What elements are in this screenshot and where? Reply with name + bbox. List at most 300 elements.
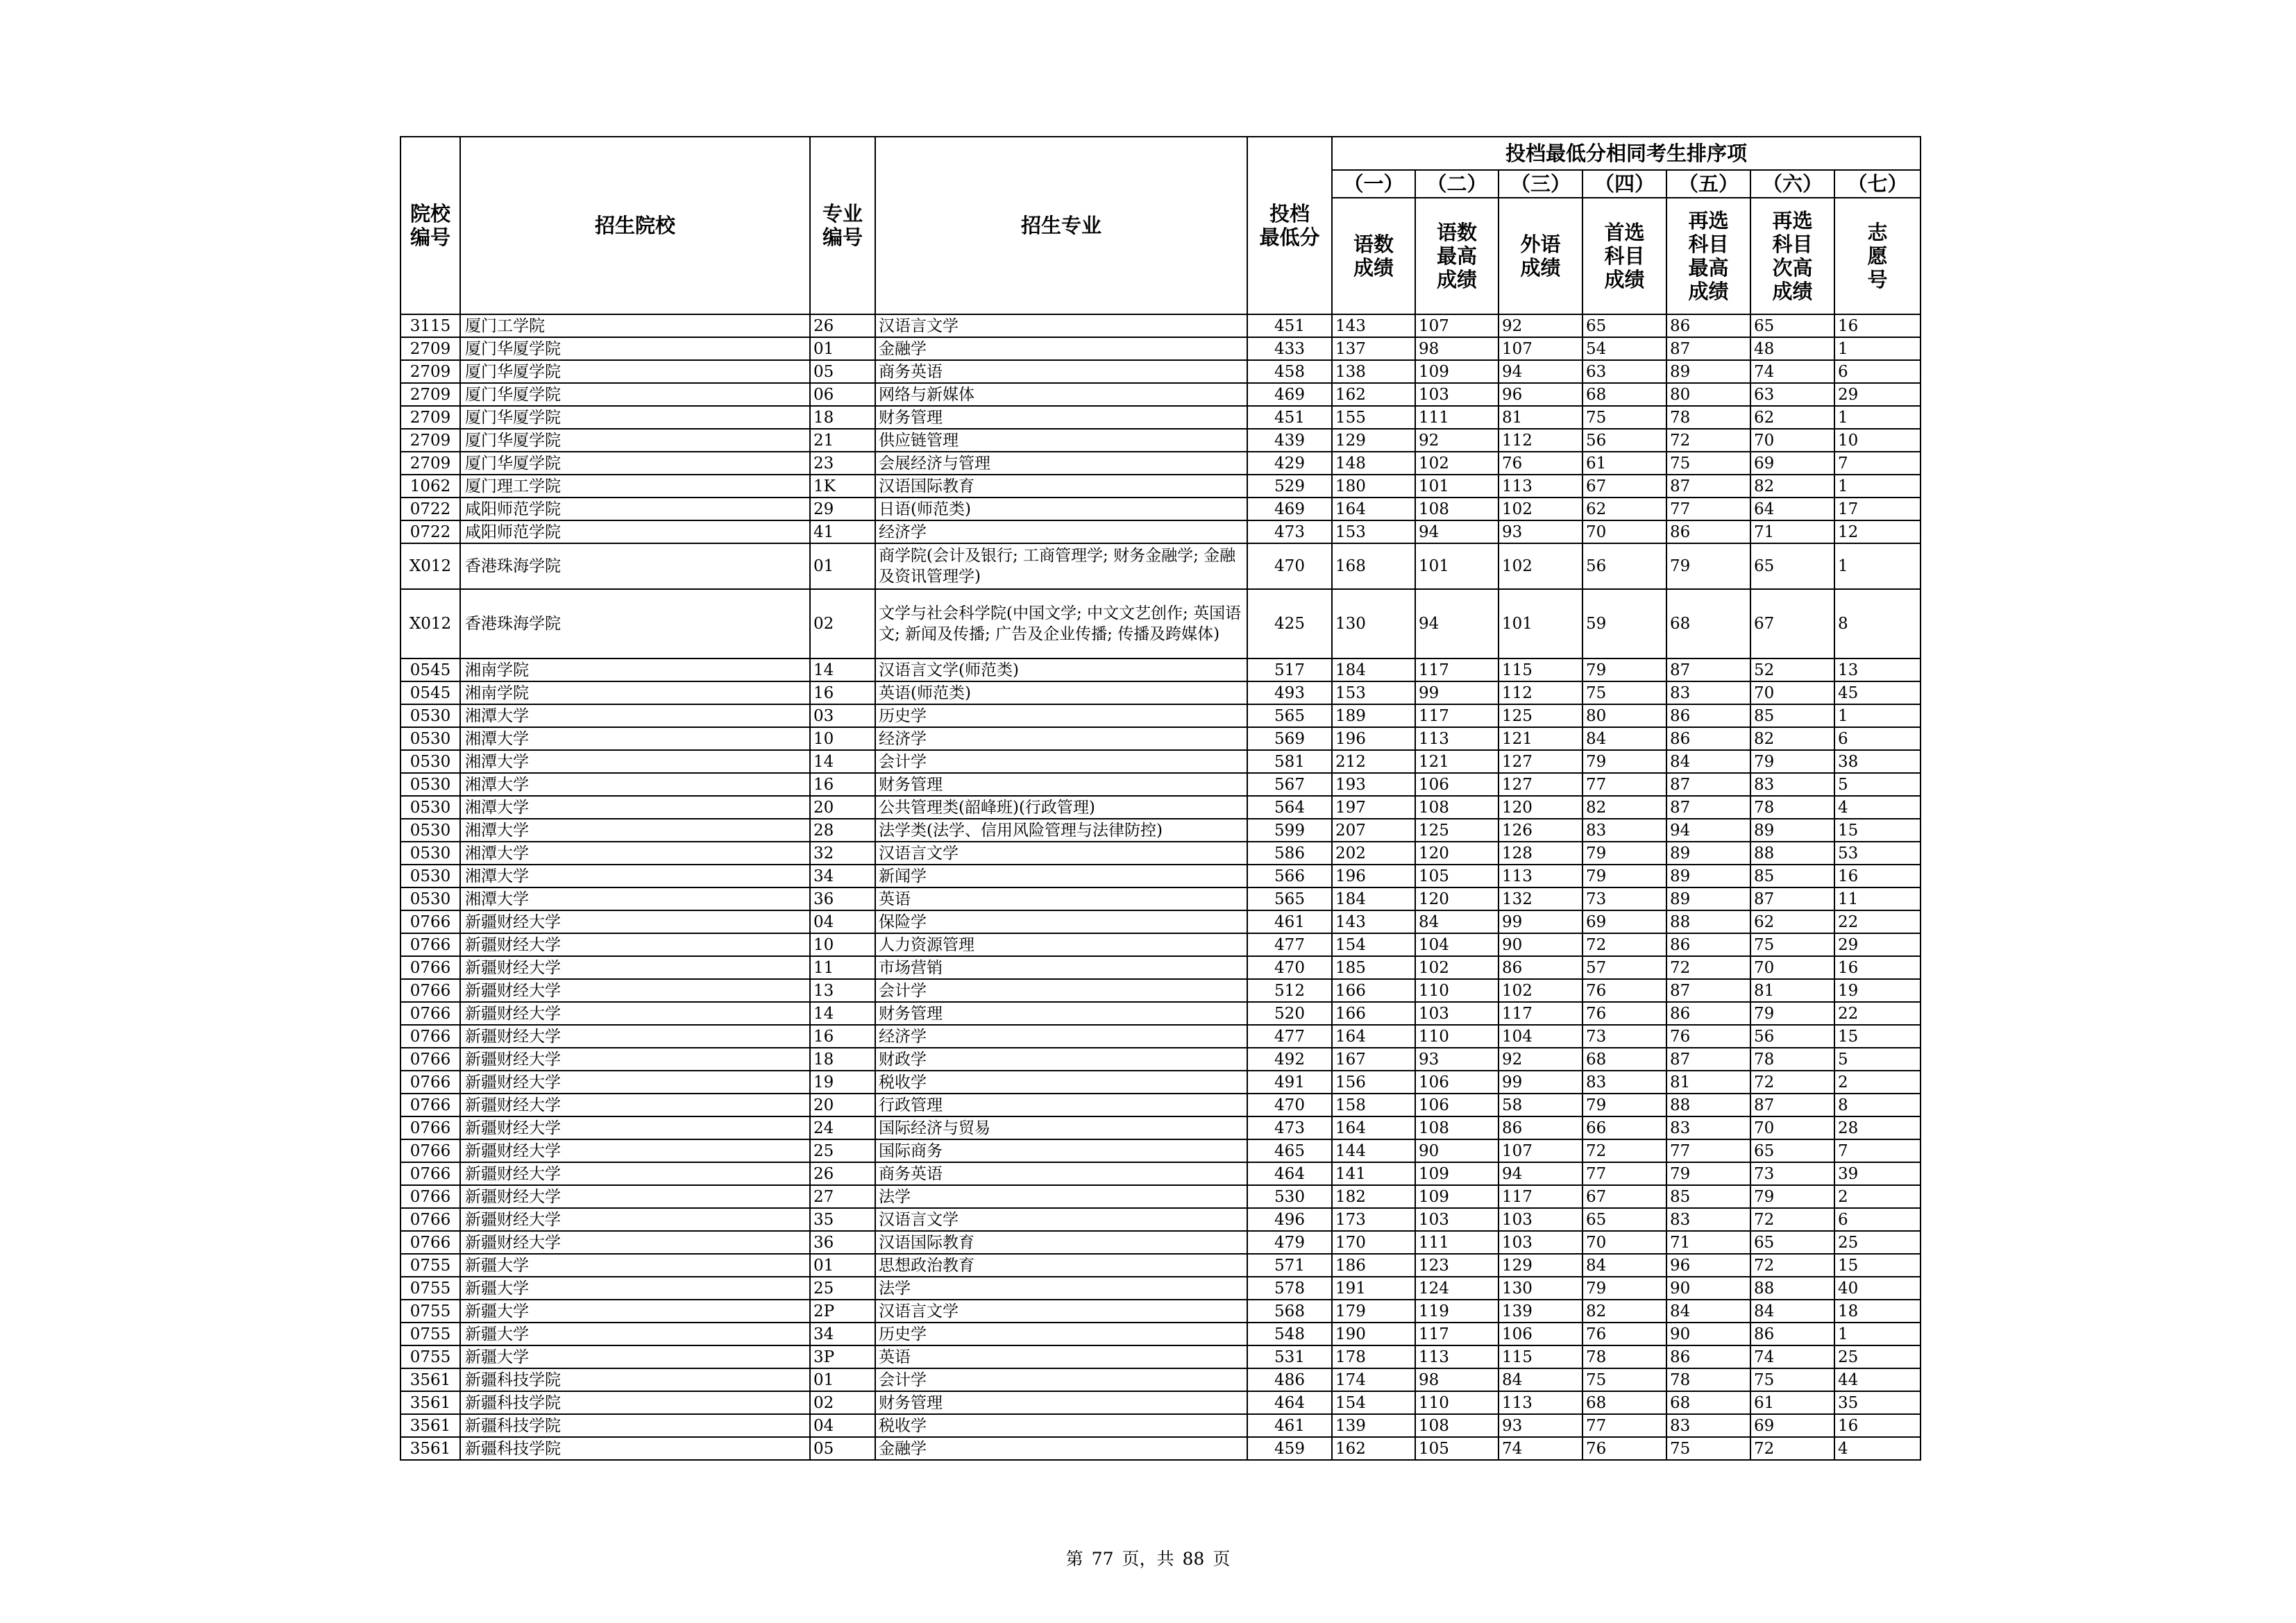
rank-value-cell-1: 193 — [1332, 773, 1415, 796]
table-row — [400, 1414, 1921, 1437]
min-score-cell: 459 — [1247, 1437, 1332, 1460]
school-name-cell: 新疆财经大学 — [460, 1094, 810, 1116]
school-code-cell: 0755 — [400, 1254, 460, 1277]
rank-value-cell-6: 69 — [1750, 1414, 1834, 1437]
rank-value-cell-1: 154 — [1332, 1391, 1415, 1414]
rank-value-cell-4: 79 — [1582, 750, 1666, 773]
table-row — [400, 704, 1921, 727]
rank-value-cell-5: 90 — [1666, 1277, 1750, 1300]
major-code-cell: 01 — [810, 1368, 875, 1391]
min-score-cell: 473 — [1247, 1116, 1332, 1139]
rank-value-cell-5: 78 — [1666, 406, 1750, 429]
major-code-cell: 36 — [810, 1231, 875, 1254]
rank-value-cell-5: 78 — [1666, 1368, 1750, 1391]
rank-value-cell-7: 25 — [1834, 1345, 1921, 1368]
school-name-cell: 厦门工学院 — [460, 314, 810, 337]
rank-value-cell-6: 61 — [1750, 1391, 1834, 1414]
table-row — [400, 727, 1921, 750]
school-name-cell: 新疆科技学院 — [460, 1414, 810, 1437]
major-name-cell: 财政学 — [875, 1048, 1247, 1071]
table-body — [400, 314, 1921, 1460]
rank-value-cell-6: 72 — [1750, 1071, 1834, 1094]
rank-value-cell-2: 93 — [1415, 1048, 1499, 1071]
school-code-cell: 2709 — [400, 383, 460, 406]
rank-value-cell-7: 16 — [1834, 1414, 1921, 1437]
rank-value-cell-7: 4 — [1834, 796, 1921, 819]
major-name-cell: 商学院(会计及银行; 工商管理学; 财务金融学; 金融及资讯管理学) — [875, 543, 1247, 589]
major-name-cell: 法学类(法学、信用风险管理与法律防控) — [875, 819, 1247, 842]
rank-value-cell-6: 72 — [1750, 1254, 1834, 1277]
header-rank-num-3: （三） — [1499, 170, 1582, 198]
rank-value-cell-6: 84 — [1750, 1300, 1834, 1323]
min-score-cell: 531 — [1247, 1345, 1332, 1368]
rank-value-cell-4: 62 — [1582, 498, 1666, 520]
rank-value-cell-1: 182 — [1332, 1185, 1415, 1208]
rank-value-cell-1: 153 — [1332, 681, 1415, 704]
rank-value-cell-7: 15 — [1834, 819, 1921, 842]
school-name-cell: 新疆财经大学 — [460, 910, 810, 933]
major-code-cell: 03 — [810, 704, 875, 727]
table-row — [400, 1231, 1921, 1254]
rank-value-cell-2: 94 — [1415, 520, 1499, 543]
rank-value-cell-4: 78 — [1582, 1345, 1666, 1368]
major-code-cell: 29 — [810, 498, 875, 520]
table-row — [400, 1277, 1921, 1300]
rank-value-cell-4: 75 — [1582, 681, 1666, 704]
rank-value-cell-6: 69 — [1750, 452, 1834, 475]
min-score-cell: 469 — [1247, 498, 1332, 520]
rank-value-cell-1: 166 — [1332, 979, 1415, 1002]
school-name-cell: 新疆科技学院 — [460, 1368, 810, 1391]
school-name-cell: 新疆财经大学 — [460, 1208, 810, 1231]
rank-value-cell-3: 115 — [1499, 1345, 1582, 1368]
table-row — [400, 750, 1921, 773]
rank-value-cell-3: 96 — [1499, 383, 1582, 406]
major-code-cell: 1K — [810, 475, 875, 498]
header-rank-num-6: （六） — [1750, 170, 1834, 198]
table-row — [400, 887, 1921, 910]
min-score-cell: 470 — [1247, 956, 1332, 979]
major-code-cell: 20 — [810, 796, 875, 819]
rank-value-cell-1: 185 — [1332, 956, 1415, 979]
school-name-cell: 新疆大学 — [460, 1345, 810, 1368]
rank-value-cell-3: 128 — [1499, 842, 1582, 865]
rank-value-cell-5: 87 — [1666, 773, 1750, 796]
rank-value-cell-3: 139 — [1499, 1300, 1582, 1323]
min-score-cell: 565 — [1247, 704, 1332, 727]
rank-value-cell-4: 77 — [1582, 773, 1666, 796]
rank-value-cell-4: 76 — [1582, 979, 1666, 1002]
rank-value-cell-2: 104 — [1415, 933, 1499, 956]
rank-value-cell-5: 89 — [1666, 865, 1750, 887]
min-score-cell: 568 — [1247, 1300, 1332, 1323]
rank-value-cell-5: 87 — [1666, 796, 1750, 819]
rank-value-cell-4: 65 — [1582, 1208, 1666, 1231]
school-code-cell: 3561 — [400, 1368, 460, 1391]
footer-page-number: 77 — [1091, 1549, 1114, 1569]
min-score-cell: 429 — [1247, 452, 1332, 475]
min-score-cell: 520 — [1247, 1002, 1332, 1025]
school-name-cell: 新疆财经大学 — [460, 1162, 810, 1185]
table-row — [400, 1139, 1921, 1162]
rank-value-cell-7: 39 — [1834, 1162, 1921, 1185]
rank-value-cell-4: 68 — [1582, 383, 1666, 406]
rank-value-cell-4: 69 — [1582, 910, 1666, 933]
header-rank-label-7: 志 愿 号 — [1834, 198, 1921, 314]
rank-value-cell-6: 72 — [1750, 1437, 1834, 1460]
rank-value-cell-6: 48 — [1750, 337, 1834, 360]
rank-value-cell-3: 107 — [1499, 1139, 1582, 1162]
table-row — [400, 429, 1921, 452]
school-code-cell: 0766 — [400, 1185, 460, 1208]
major-name-cell: 财务管理 — [875, 773, 1247, 796]
rank-value-cell-1: 197 — [1332, 796, 1415, 819]
rank-value-cell-2: 103 — [1415, 1208, 1499, 1231]
min-score-cell: 461 — [1247, 1414, 1332, 1437]
rank-value-cell-1: 162 — [1332, 1437, 1415, 1460]
rank-value-cell-2: 110 — [1415, 1391, 1499, 1414]
rank-value-cell-1: 180 — [1332, 475, 1415, 498]
header-rank-num-1: （一） — [1332, 170, 1415, 198]
table-row — [400, 1323, 1921, 1345]
school-name-cell: 湘潭大学 — [460, 796, 810, 819]
table-row — [400, 1437, 1921, 1460]
rank-value-cell-5: 75 — [1666, 1437, 1750, 1460]
major-code-cell: 11 — [810, 956, 875, 979]
major-name-cell: 国际商务 — [875, 1139, 1247, 1162]
school-name-cell: 新疆财经大学 — [460, 1139, 810, 1162]
rank-value-cell-3: 132 — [1499, 887, 1582, 910]
table-row — [400, 796, 1921, 819]
rank-value-cell-1: 207 — [1332, 819, 1415, 842]
rank-value-cell-4: 79 — [1582, 1277, 1666, 1300]
school-name-cell: 湘南学院 — [460, 658, 810, 681]
rank-value-cell-2: 109 — [1415, 1162, 1499, 1185]
min-score-cell: 530 — [1247, 1185, 1332, 1208]
major-code-cell: 06 — [810, 383, 875, 406]
rank-value-cell-6: 75 — [1750, 933, 1834, 956]
school-code-cell: 0755 — [400, 1277, 460, 1300]
school-code-cell: 0766 — [400, 1208, 460, 1231]
table-row — [400, 1071, 1921, 1094]
header-school-code: 院校 编号 — [400, 137, 460, 314]
rank-value-cell-1: 170 — [1332, 1231, 1415, 1254]
major-name-cell: 市场营销 — [875, 956, 1247, 979]
major-code-cell: 26 — [810, 314, 875, 337]
table-row — [400, 475, 1921, 498]
rank-value-cell-6: 89 — [1750, 819, 1834, 842]
school-name-cell: 新疆大学 — [460, 1254, 810, 1277]
table-row — [400, 1094, 1921, 1116]
major-name-cell: 汉语言文学(师范类) — [875, 658, 1247, 681]
rank-value-cell-5: 68 — [1666, 589, 1750, 658]
rank-value-cell-4: 75 — [1582, 406, 1666, 429]
rank-value-cell-5: 86 — [1666, 933, 1750, 956]
rank-value-cell-5: 81 — [1666, 1071, 1750, 1094]
min-score-cell: 566 — [1247, 865, 1332, 887]
school-name-cell: 厦门华厦学院 — [460, 360, 810, 383]
rank-value-cell-3: 120 — [1499, 796, 1582, 819]
rank-value-cell-2: 101 — [1415, 475, 1499, 498]
min-score-cell: 578 — [1247, 1277, 1332, 1300]
major-code-cell: 04 — [810, 910, 875, 933]
rank-value-cell-3: 112 — [1499, 429, 1582, 452]
table-row — [400, 658, 1921, 681]
rank-value-cell-2: 110 — [1415, 1025, 1499, 1048]
min-score-cell: 433 — [1247, 337, 1332, 360]
rank-value-cell-4: 72 — [1582, 1139, 1666, 1162]
rank-value-cell-6: 74 — [1750, 360, 1834, 383]
school-name-cell: 厦门理工学院 — [460, 475, 810, 498]
school-code-cell: 0722 — [400, 520, 460, 543]
major-code-cell: 35 — [810, 1208, 875, 1231]
major-name-cell: 历史学 — [875, 1323, 1247, 1345]
major-code-cell: 24 — [810, 1116, 875, 1139]
min-score-cell: 565 — [1247, 887, 1332, 910]
rank-value-cell-1: 178 — [1332, 1345, 1415, 1368]
major-code-cell: 34 — [810, 865, 875, 887]
major-name-cell: 英语 — [875, 887, 1247, 910]
rank-value-cell-7: 1 — [1834, 704, 1921, 727]
school-code-cell: 0530 — [400, 727, 460, 750]
rank-value-cell-3: 102 — [1499, 498, 1582, 520]
school-code-cell: 2709 — [400, 452, 460, 475]
major-name-cell: 汉语言文学 — [875, 314, 1247, 337]
rank-value-cell-3: 99 — [1499, 910, 1582, 933]
header-major-code: 专业 编号 — [810, 137, 875, 314]
rank-value-cell-7: 1 — [1834, 337, 1921, 360]
school-name-cell: 新疆财经大学 — [460, 933, 810, 956]
major-code-cell: 26 — [810, 1162, 875, 1185]
page-footer — [0, 1545, 2296, 1570]
rank-value-cell-5: 83 — [1666, 681, 1750, 704]
rank-value-cell-7: 38 — [1834, 750, 1921, 773]
min-score-cell: 569 — [1247, 727, 1332, 750]
table-row — [400, 819, 1921, 842]
rank-value-cell-5: 86 — [1666, 1002, 1750, 1025]
rank-value-cell-3: 92 — [1499, 314, 1582, 337]
major-code-cell: 20 — [810, 1094, 875, 1116]
rank-value-cell-1: 168 — [1332, 543, 1415, 589]
rank-value-cell-7: 1 — [1834, 406, 1921, 429]
table-row — [400, 1208, 1921, 1231]
rank-value-cell-6: 65 — [1750, 543, 1834, 589]
admission-score-table — [400, 136, 1921, 1461]
rank-value-cell-3: 127 — [1499, 773, 1582, 796]
rank-value-cell-6: 62 — [1750, 910, 1834, 933]
major-name-cell: 经济学 — [875, 1025, 1247, 1048]
rank-value-cell-7: 2 — [1834, 1185, 1921, 1208]
school-name-cell: 厦门华厦学院 — [460, 429, 810, 452]
min-score-cell: 470 — [1247, 543, 1332, 589]
table-row — [400, 773, 1921, 796]
rank-value-cell-2: 99 — [1415, 681, 1499, 704]
min-score-cell: 451 — [1247, 406, 1332, 429]
rank-value-cell-6: 70 — [1750, 681, 1834, 704]
rank-value-cell-4: 79 — [1582, 658, 1666, 681]
rank-value-cell-7: 7 — [1834, 1139, 1921, 1162]
table-row — [400, 1002, 1921, 1025]
rank-value-cell-3: 99 — [1499, 1071, 1582, 1094]
min-score-cell: 567 — [1247, 773, 1332, 796]
rank-value-cell-1: 162 — [1332, 383, 1415, 406]
school-code-cell: 0766 — [400, 910, 460, 933]
header-min-score: 投档 最低分 — [1247, 137, 1332, 314]
school-code-cell: 0766 — [400, 1071, 460, 1094]
rank-value-cell-5: 84 — [1666, 750, 1750, 773]
rank-value-cell-6: 85 — [1750, 865, 1834, 887]
rank-value-cell-1: 186 — [1332, 1254, 1415, 1277]
table-row — [400, 1345, 1921, 1368]
header-ranking-group: 投档最低分相同考生排序项 — [1332, 137, 1921, 170]
footer-prefix: 第 — [1065, 1549, 1083, 1569]
rank-value-cell-2: 111 — [1415, 1231, 1499, 1254]
min-score-cell: 470 — [1247, 1094, 1332, 1116]
rank-value-cell-2: 123 — [1415, 1254, 1499, 1277]
rank-value-cell-1: 189 — [1332, 704, 1415, 727]
rank-value-cell-3: 115 — [1499, 658, 1582, 681]
rank-value-cell-6: 73 — [1750, 1162, 1834, 1185]
school-name-cell: 湘潭大学 — [460, 727, 810, 750]
min-score-cell: 479 — [1247, 1231, 1332, 1254]
school-code-cell: X012 — [400, 543, 460, 589]
major-code-cell: 36 — [810, 887, 875, 910]
table-row — [400, 1025, 1921, 1048]
rank-value-cell-5: 79 — [1666, 543, 1750, 589]
rank-value-cell-5: 89 — [1666, 360, 1750, 383]
rank-value-cell-4: 56 — [1582, 429, 1666, 452]
rank-value-cell-1: 143 — [1332, 314, 1415, 337]
rank-value-cell-6: 72 — [1750, 1208, 1834, 1231]
school-name-cell: 咸阳师范学院 — [460, 520, 810, 543]
rank-value-cell-2: 108 — [1415, 1116, 1499, 1139]
rank-value-cell-6: 70 — [1750, 1116, 1834, 1139]
rank-value-cell-5: 89 — [1666, 887, 1750, 910]
rank-value-cell-7: 19 — [1834, 979, 1921, 1002]
major-name-cell: 税收学 — [875, 1071, 1247, 1094]
rank-value-cell-6: 79 — [1750, 750, 1834, 773]
major-code-cell: 16 — [810, 1025, 875, 1048]
rank-value-cell-1: 141 — [1332, 1162, 1415, 1185]
rank-value-cell-5: 88 — [1666, 910, 1750, 933]
major-code-cell: 04 — [810, 1414, 875, 1437]
school-code-cell: 0530 — [400, 819, 460, 842]
min-score-cell: 492 — [1247, 1048, 1332, 1071]
min-score-cell: 486 — [1247, 1368, 1332, 1391]
major-name-cell: 文学与社会科学院(中国文学; 中文文艺创作; 英国语文; 新闻及传播; 广告及企业传播; 传播及跨媒体) — [875, 589, 1247, 658]
major-code-cell: 10 — [810, 933, 875, 956]
rank-value-cell-7: 25 — [1834, 1231, 1921, 1254]
rank-value-cell-2: 125 — [1415, 819, 1499, 842]
rank-value-cell-2: 113 — [1415, 727, 1499, 750]
min-score-cell: 586 — [1247, 842, 1332, 865]
rank-value-cell-5: 87 — [1666, 658, 1750, 681]
rank-value-cell-7: 11 — [1834, 887, 1921, 910]
school-code-cell: 2709 — [400, 406, 460, 429]
rank-value-cell-3: 117 — [1499, 1002, 1582, 1025]
rank-value-cell-7: 40 — [1834, 1277, 1921, 1300]
major-code-cell: 19 — [810, 1071, 875, 1094]
rank-value-cell-2: 106 — [1415, 773, 1499, 796]
rank-value-cell-5: 77 — [1666, 498, 1750, 520]
major-code-cell: 02 — [810, 589, 875, 658]
rank-value-cell-7: 2 — [1834, 1071, 1921, 1094]
school-name-cell: 新疆大学 — [460, 1300, 810, 1323]
rank-value-cell-7: 16 — [1834, 865, 1921, 887]
rank-value-cell-6: 65 — [1750, 1231, 1834, 1254]
school-name-cell: 新疆大学 — [460, 1323, 810, 1345]
major-name-cell: 商务英语 — [875, 1162, 1247, 1185]
school-code-cell: 0766 — [400, 1002, 460, 1025]
school-name-cell: 湘南学院 — [460, 681, 810, 704]
rank-value-cell-3: 113 — [1499, 865, 1582, 887]
school-code-cell: 1062 — [400, 475, 460, 498]
major-name-cell: 金融学 — [875, 337, 1247, 360]
header-school: 招生院校 — [460, 137, 810, 314]
school-name-cell: 厦门华厦学院 — [460, 337, 810, 360]
rank-value-cell-3: 117 — [1499, 1185, 1582, 1208]
min-score-cell: 458 — [1247, 360, 1332, 383]
school-code-cell: 0545 — [400, 681, 460, 704]
school-code-cell: 2709 — [400, 337, 460, 360]
footer-suffix: 页 — [1213, 1549, 1231, 1569]
rank-value-cell-4: 82 — [1582, 796, 1666, 819]
rank-value-cell-6: 79 — [1750, 1002, 1834, 1025]
rank-value-cell-5: 87 — [1666, 475, 1750, 498]
rank-value-cell-7: 16 — [1834, 956, 1921, 979]
major-code-cell: 41 — [810, 520, 875, 543]
rank-value-cell-5: 76 — [1666, 1025, 1750, 1048]
major-name-cell: 网络与新媒体 — [875, 383, 1247, 406]
table-row — [400, 1368, 1921, 1391]
major-code-cell: 28 — [810, 819, 875, 842]
school-code-cell: X012 — [400, 589, 460, 658]
rank-value-cell-3: 81 — [1499, 406, 1582, 429]
rank-value-cell-5: 94 — [1666, 819, 1750, 842]
rank-value-cell-5: 86 — [1666, 1345, 1750, 1368]
school-code-cell: 0755 — [400, 1323, 460, 1345]
rank-value-cell-1: 166 — [1332, 1002, 1415, 1025]
school-code-cell: 0766 — [400, 1139, 460, 1162]
table-row — [400, 520, 1921, 543]
rank-value-cell-5: 87 — [1666, 337, 1750, 360]
rank-value-cell-3: 86 — [1499, 1116, 1582, 1139]
rank-value-cell-7: 29 — [1834, 933, 1921, 956]
rank-value-cell-5: 79 — [1666, 1162, 1750, 1185]
rank-value-cell-2: 105 — [1415, 1437, 1499, 1460]
school-name-cell: 新疆财经大学 — [460, 1025, 810, 1048]
rank-value-cell-4: 54 — [1582, 337, 1666, 360]
rank-value-cell-2: 101 — [1415, 543, 1499, 589]
rank-value-cell-1: 173 — [1332, 1208, 1415, 1231]
rank-value-cell-2: 119 — [1415, 1300, 1499, 1323]
rank-value-cell-4: 57 — [1582, 956, 1666, 979]
table-row — [400, 383, 1921, 406]
rank-value-cell-4: 83 — [1582, 819, 1666, 842]
min-score-cell: 477 — [1247, 933, 1332, 956]
header-rank-label-2: 语数 最高 成绩 — [1415, 198, 1499, 314]
rank-value-cell-6: 78 — [1750, 796, 1834, 819]
rank-value-cell-3: 129 — [1499, 1254, 1582, 1277]
table-row — [400, 360, 1921, 383]
table-row — [400, 865, 1921, 887]
major-name-cell: 汉语言文学 — [875, 1300, 1247, 1323]
table-row — [400, 1300, 1921, 1323]
rank-value-cell-1: 184 — [1332, 887, 1415, 910]
min-score-cell: 465 — [1247, 1139, 1332, 1162]
rank-value-cell-7: 45 — [1834, 681, 1921, 704]
major-name-cell: 行政管理 — [875, 1094, 1247, 1116]
